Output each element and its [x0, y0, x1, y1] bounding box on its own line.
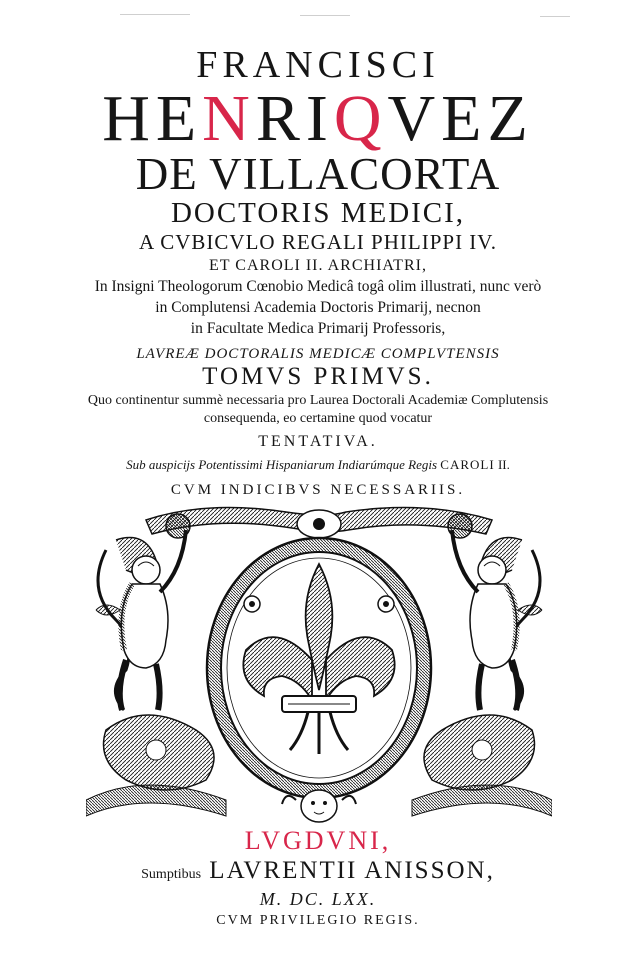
- privilege-line: CVM PRIVILEGIO REGIS.: [216, 913, 420, 928]
- royal-line-2: ET CAROLI II. ARCHIATRI,: [209, 257, 427, 274]
- scan-mark: [300, 15, 350, 16]
- printers-device-ornament: [86, 500, 552, 830]
- contents-line-1: Quo continentur summè necessaria pro Laurea Doctorali Academiæ Complutensis: [87, 393, 549, 408]
- year: M. DC. LXX.: [259, 889, 377, 909]
- right-putto: [452, 530, 542, 710]
- career-line-2: in Complutensi Academia Doctoris Primarij, necnon: [155, 299, 481, 316]
- author-first-name: FRANCISCI: [196, 44, 440, 86]
- patronage-line: Sub auspicijs Potentissimi Hispaniarum Indiarúmque Regis CAROLI II.: [126, 457, 510, 472]
- royal-line-1: A CVBICVLO REGALI PHILIPPI IV.: [138, 230, 498, 254]
- author-suffix: DE VILLACORTA: [135, 149, 501, 199]
- scan-mark: [540, 16, 570, 17]
- contents-line-2: consequenda, eo certamine quod vocatur: [203, 411, 433, 426]
- top-scroll: [146, 508, 492, 539]
- publisher-line: Sumptibus LAVRENTII ANISSON,: [141, 857, 495, 884]
- degree-line: DOCTORIS MEDICI,: [170, 197, 466, 229]
- printing-city: LVGDVNI,: [244, 826, 392, 855]
- tentativa: TENTATIVA.: [258, 433, 378, 450]
- career-line-1: In Insigni Theologorum Cœnobio Medicâ togâ olim illustrati, nunc verò: [94, 278, 542, 295]
- author-surname: HENRIQVEZ: [102, 82, 534, 155]
- indices-line: CVM INDICIBVS NECESSARIIS.: [170, 482, 466, 498]
- scan-mark: [120, 14, 190, 15]
- career-line-3: in Facultate Medica Primarij Professoris,: [190, 320, 446, 337]
- laurea-line: LAVREÆ DOCTORALIS MEDICÆ COMPLVTENSIS: [136, 346, 500, 362]
- left-putto: [96, 530, 186, 710]
- volume-title: TOMVS PRIMVS.: [202, 363, 434, 390]
